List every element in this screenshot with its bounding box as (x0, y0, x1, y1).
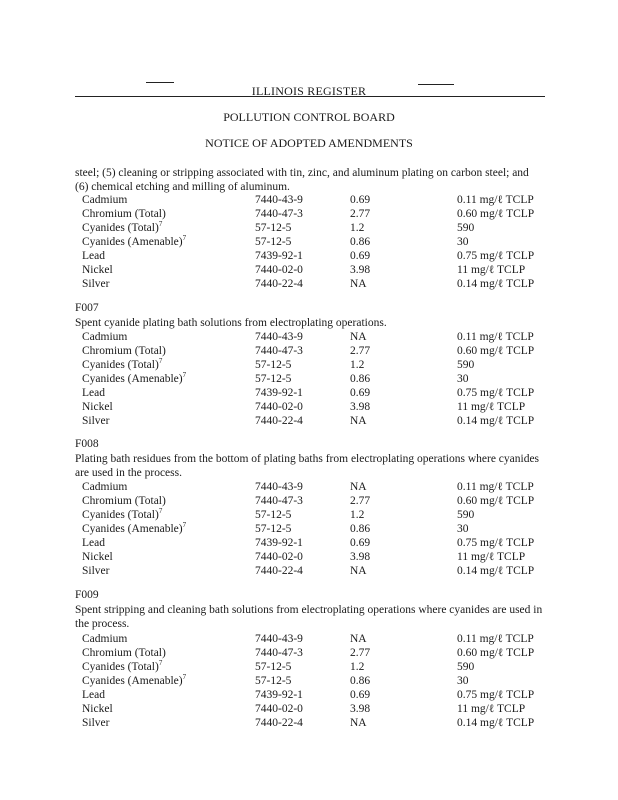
constituent-cell (75, 564, 255, 578)
constituent-cell-text: Cyanides (Amenable) (82, 236, 183, 248)
cas-number-cell-text: 7440-47-3 (255, 495, 303, 507)
concentration-cell (350, 330, 457, 344)
standard-cell (457, 358, 545, 372)
table-row (75, 235, 545, 249)
concentration-cell (350, 508, 457, 522)
cas-number-cell-text: 7440-22-4 (255, 415, 303, 427)
waste-code-heading: F008 (75, 438, 99, 450)
standard-cell (457, 386, 545, 400)
table-row (75, 688, 545, 702)
concentration-cell-text: 2.77 (350, 345, 371, 357)
constituent-cell (75, 235, 255, 249)
constituent-cell (75, 702, 255, 716)
footnote-marker: 7 (158, 220, 163, 229)
table-row (75, 221, 545, 235)
standard-cell (457, 207, 545, 221)
cas-number-cell-text: 57-12-5 (255, 236, 292, 248)
cas-number-cell-text: 57-12-5 (255, 373, 292, 385)
standard-cell (457, 235, 545, 249)
waste-description: Plating bath residues from the bottom of plating baths from electroplating operations where cyanides are used in the process. (75, 453, 540, 479)
standard-cell-text: 0.11 mg/ℓ TCLP (457, 633, 534, 645)
table-row (75, 716, 545, 730)
concentration-cell-text: NA (350, 481, 367, 493)
cas-number-cell-text: 57-12-5 (255, 509, 292, 521)
standard-cell-text: 0.14 mg/ℓ TCLP (457, 717, 535, 729)
constituent-cell-text: Nickel (82, 551, 113, 563)
cas-number-cell-text: 7440-43-9 (255, 331, 303, 343)
cas-number-cell (255, 674, 350, 688)
standard-cell (457, 249, 545, 263)
cas-number-cell-text: 57-12-5 (255, 359, 292, 371)
table-row (75, 249, 545, 263)
concentration-cell-text: 0.69 (350, 250, 371, 262)
standard-cell (457, 193, 545, 207)
table-row (75, 702, 545, 716)
cas-number-cell (255, 372, 350, 386)
concentration-cell (350, 660, 457, 674)
constituent-cell (75, 508, 255, 522)
register-title: ILLINOIS REGISTER (251, 84, 367, 98)
cas-number-cell-text: 7440-47-3 (255, 345, 303, 357)
table-row (75, 372, 545, 386)
concentration-cell-text: NA (350, 331, 367, 343)
concentration-cell-text: 0.69 (350, 387, 371, 399)
standard-cell (457, 688, 545, 702)
table-row (75, 522, 545, 536)
concentration-cell-text: 0.69 (350, 689, 371, 701)
constituent-cell (75, 494, 255, 508)
standard-cell (457, 550, 545, 564)
standard-cell (457, 400, 545, 414)
standard-cell (457, 632, 545, 646)
concentration-cell-text: NA (350, 717, 367, 729)
standard-cell (457, 330, 545, 344)
constituent-cell-text: Lead (82, 537, 105, 549)
cas-number-cell-text: 7440-22-4 (255, 278, 303, 290)
table-row (75, 632, 545, 646)
concentration-cell (350, 494, 457, 508)
table-row (75, 193, 545, 207)
standard-cell-text: 0.11 mg/ℓ TCLP (457, 331, 534, 343)
standard-cell (457, 494, 545, 508)
standard-cell-text: 30 (457, 675, 469, 687)
standard-cell-text: 0.75 mg/ℓ TCLP (457, 387, 535, 399)
cas-number-cell-text: 7440-02-0 (255, 264, 303, 276)
cas-number-cell (255, 716, 350, 730)
constituent-cell (75, 344, 255, 358)
constituent-cell (75, 330, 255, 344)
concentration-cell (350, 674, 457, 688)
table-row (75, 386, 545, 400)
constituent-cell-text: Cadmium (82, 481, 128, 493)
footnote-marker: 7 (158, 507, 163, 516)
cas-number-cell-text: 7440-22-4 (255, 717, 303, 729)
cas-number-cell-text: 7439-92-1 (255, 387, 303, 399)
waste-code-heading: F007 (75, 302, 99, 314)
concentration-cell (350, 277, 457, 291)
cas-number-cell (255, 414, 350, 428)
table-row (75, 564, 545, 578)
constituent-cell-text: Cyanides (Total) (82, 222, 159, 234)
standard-cell (457, 221, 545, 235)
constituent-cell (75, 522, 255, 536)
standard-cell-text: 0.60 mg/ℓ TCLP (457, 345, 535, 357)
cas-number-cell-text: 7440-43-9 (255, 633, 303, 645)
concentration-cell (350, 386, 457, 400)
concentration-cell (350, 522, 457, 536)
concentration-cell (350, 480, 457, 494)
constituent-cell (75, 277, 255, 291)
cas-number-cell-text: 7439-92-1 (255, 537, 303, 549)
cas-number-cell (255, 249, 350, 263)
standard-cell (457, 480, 545, 494)
cas-number-cell (255, 632, 350, 646)
cas-number-cell-text: 7440-47-3 (255, 647, 303, 659)
standard-cell (457, 536, 545, 550)
constituent-cell (75, 386, 255, 400)
concentration-cell-text: 1.2 (350, 359, 365, 371)
table-row (75, 646, 545, 660)
concentration-cell-text: 2.77 (350, 208, 371, 220)
concentration-cell (350, 207, 457, 221)
table-row (75, 277, 545, 291)
constituent-cell-text: Chromium (Total) (82, 495, 166, 507)
table-row (75, 414, 545, 428)
cas-number-cell (255, 358, 350, 372)
table-row (75, 400, 545, 414)
concentration-cell (350, 263, 457, 277)
cas-number-cell (255, 522, 350, 536)
cas-number-cell (255, 646, 350, 660)
footnote-marker: 7 (158, 659, 163, 668)
concentration-cell-text: NA (350, 565, 367, 577)
standard-cell-text: 0.60 mg/ℓ TCLP (457, 647, 535, 659)
constituent-cell-text: Chromium (Total) (82, 647, 166, 659)
concentration-cell-text: 1.2 (350, 661, 365, 673)
cas-number-cell-text: 7440-43-9 (255, 194, 303, 206)
concentration-cell (350, 249, 457, 263)
cas-number-cell-text: 57-12-5 (255, 222, 292, 234)
cas-number-cell-text: 7440-47-3 (255, 208, 303, 220)
footnote-marker: 7 (182, 234, 187, 243)
header-rule (75, 96, 545, 97)
cas-number-cell (255, 330, 350, 344)
standard-cell-text: 0.14 mg/ℓ TCLP (457, 415, 535, 427)
board-title: POLLUTION CONTROL BOARD (223, 110, 395, 124)
constituent-cell (75, 716, 255, 730)
standard-cell-text: 11 mg/ℓ TCLP (457, 264, 526, 276)
constituent-cell (75, 263, 255, 277)
concentration-cell (350, 193, 457, 207)
constituent-cell (75, 193, 255, 207)
cas-number-cell (255, 660, 350, 674)
concentration-cell (350, 235, 457, 249)
cas-number-cell-text: 57-12-5 (255, 661, 292, 673)
concentration-cell-text: NA (350, 278, 367, 290)
concentration-cell (350, 414, 457, 428)
table-row (75, 494, 545, 508)
waste-table-f008 (75, 480, 545, 578)
table-row (75, 480, 545, 494)
table-row (75, 674, 545, 688)
standard-cell (457, 564, 545, 578)
concentration-cell (350, 646, 457, 660)
cas-number-cell (255, 564, 350, 578)
table-row (75, 263, 545, 277)
standard-cell (457, 263, 545, 277)
constituent-cell-text: Silver (82, 278, 110, 290)
constituent-cell-text: Cadmium (82, 194, 128, 206)
footnote-marker: 7 (158, 357, 163, 366)
constituent-cell-text: Lead (82, 387, 105, 399)
concentration-cell-text: 3.98 (350, 703, 371, 715)
constituent-cell (75, 660, 255, 674)
waste-table-f007 (75, 330, 545, 428)
standard-cell-text: 11 mg/ℓ TCLP (457, 703, 526, 715)
standard-cell (457, 344, 545, 358)
constituent-cell-text: Silver (82, 415, 110, 427)
concentration-cell-text: 0.69 (350, 194, 371, 206)
footnote-marker: 7 (182, 673, 187, 682)
cas-number-cell (255, 550, 350, 564)
standard-cell-text: 590 (457, 661, 475, 673)
standard-cell-text: 11 mg/ℓ TCLP (457, 401, 526, 413)
cas-number-cell (255, 688, 350, 702)
concentration-cell (350, 702, 457, 716)
cas-number-cell-text: 7440-22-4 (255, 565, 303, 577)
standard-cell-text: 0.14 mg/ℓ TCLP (457, 565, 535, 577)
concentration-cell-text: 3.98 (350, 264, 371, 276)
waste-table-f009 (75, 632, 545, 730)
constituent-cell-text: Cyanides (Amenable) (82, 523, 183, 535)
cas-number-cell-text: 7439-92-1 (255, 250, 303, 262)
cas-number-cell-text: 7439-92-1 (255, 689, 303, 701)
table-row (75, 344, 545, 358)
cas-number-cell (255, 386, 350, 400)
cas-number-cell (255, 494, 350, 508)
waste-code-heading: F009 (75, 589, 99, 601)
concentration-cell (350, 358, 457, 372)
concentration-cell-text: NA (350, 415, 367, 427)
standard-cell-text: 30 (457, 236, 469, 248)
concentration-cell-text: 0.86 (350, 523, 371, 535)
table-row (75, 330, 545, 344)
concentration-cell (350, 632, 457, 646)
cas-number-cell-text: 7440-02-0 (255, 703, 303, 715)
concentration-cell (350, 536, 457, 550)
notice-title: NOTICE OF ADOPTED AMENDMENTS (205, 136, 413, 150)
standard-cell-text: 30 (457, 373, 469, 385)
cas-number-cell (255, 536, 350, 550)
constituent-cell (75, 480, 255, 494)
constituent-cell (75, 674, 255, 688)
cas-number-cell (255, 263, 350, 277)
concentration-cell-text: 2.77 (350, 647, 371, 659)
cas-number-cell (255, 235, 350, 249)
standard-cell-text: 0.11 mg/ℓ TCLP (457, 481, 534, 493)
constituent-cell-text: Silver (82, 717, 110, 729)
constituent-cell-text: Cyanides (Total) (82, 661, 159, 673)
constituent-cell (75, 249, 255, 263)
cas-number-cell (255, 193, 350, 207)
footnote-marker: 7 (182, 371, 187, 380)
concentration-cell-text: NA (350, 633, 367, 645)
cas-number-cell-text: 7440-02-0 (255, 551, 303, 563)
constituent-cell-text: Cadmium (82, 633, 128, 645)
constituent-cell-text: Lead (82, 689, 105, 701)
constituent-cell-text: Chromium (Total) (82, 208, 166, 220)
cas-number-cell (255, 344, 350, 358)
constituent-cell-text: Cyanides (Amenable) (82, 675, 183, 687)
header-mark-left (146, 82, 174, 83)
constituent-cell-text: Lead (82, 250, 105, 262)
standard-cell-text: 0.75 mg/ℓ TCLP (457, 689, 535, 701)
standard-cell-text: 0.14 mg/ℓ TCLP (457, 278, 535, 290)
standard-cell-text: 590 (457, 509, 475, 521)
constituent-cell (75, 358, 255, 372)
table-row (75, 358, 545, 372)
standard-cell (457, 372, 545, 386)
standard-cell (457, 674, 545, 688)
constituent-cell-text: Chromium (Total) (82, 345, 166, 357)
constituent-cell-text: Silver (82, 565, 110, 577)
cas-number-cell (255, 277, 350, 291)
standard-cell (457, 716, 545, 730)
concentration-cell (350, 688, 457, 702)
concentration-cell-text: 1.2 (350, 222, 365, 234)
standard-cell (457, 414, 545, 428)
waste-description: Spent stripping and cleaning bath solutions from electroplating operations where cyanides are used in the process. (75, 604, 543, 630)
constituent-cell (75, 207, 255, 221)
concentration-cell (350, 716, 457, 730)
table-row (75, 207, 545, 221)
constituent-cell-text: Cyanides (Amenable) (82, 373, 183, 385)
constituent-cell (75, 688, 255, 702)
standard-cell (457, 522, 545, 536)
cas-number-cell (255, 702, 350, 716)
standard-cell-text: 0.75 mg/ℓ TCLP (457, 250, 535, 262)
standard-cell-text: 0.75 mg/ℓ TCLP (457, 537, 535, 549)
standard-cell-text: 590 (457, 359, 475, 371)
concentration-cell (350, 344, 457, 358)
constituent-cell (75, 372, 255, 386)
constituent-cell (75, 646, 255, 660)
concentration-cell-text: 0.86 (350, 373, 371, 385)
standard-cell-text: 0.11 mg/ℓ TCLP (457, 194, 534, 206)
standard-cell-text: 0.60 mg/ℓ TCLP (457, 208, 535, 220)
continuation-table (75, 193, 545, 291)
cas-number-cell (255, 480, 350, 494)
standard-cell-text: 30 (457, 523, 469, 535)
constituent-cell-text: Cyanides (Total) (82, 509, 159, 521)
concentration-cell (350, 564, 457, 578)
concentration-cell (350, 372, 457, 386)
concentration-cell (350, 221, 457, 235)
table-row (75, 508, 545, 522)
constituent-cell (75, 400, 255, 414)
cas-number-cell-text: 7440-02-0 (255, 401, 303, 413)
standard-cell (457, 508, 545, 522)
cas-number-cell (255, 221, 350, 235)
table-row (75, 536, 545, 550)
concentration-cell (350, 400, 457, 414)
cas-number-cell (255, 207, 350, 221)
constituent-cell (75, 536, 255, 550)
concentration-cell (350, 550, 457, 564)
footnote-marker: 7 (182, 521, 187, 530)
cas-number-cell-text: 57-12-5 (255, 523, 292, 535)
continuation-text: steel; (5) cleaning or stripping associated with tin, zinc, and aluminum plating on carbon steel; and (6) chemical etching and milling of aluminum. (75, 167, 529, 193)
concentration-cell-text: 2.77 (350, 495, 371, 507)
concentration-cell-text: 3.98 (350, 401, 371, 413)
cas-number-cell-text: 57-12-5 (255, 675, 292, 687)
concentration-cell-text: 0.86 (350, 675, 371, 687)
cas-number-cell (255, 508, 350, 522)
standard-cell-text: 11 mg/ℓ TCLP (457, 551, 526, 563)
constituent-cell-text: Nickel (82, 401, 113, 413)
standard-cell (457, 646, 545, 660)
standard-cell (457, 702, 545, 716)
constituent-cell-text: Cadmium (82, 331, 128, 343)
constituent-cell-text: Cyanides (Total) (82, 359, 159, 371)
concentration-cell-text: 1.2 (350, 509, 365, 521)
constituent-cell (75, 414, 255, 428)
constituent-cell (75, 632, 255, 646)
standard-cell (457, 277, 545, 291)
cas-number-cell (255, 400, 350, 414)
constituent-cell (75, 550, 255, 564)
constituent-cell (75, 221, 255, 235)
table-row (75, 550, 545, 564)
cas-number-cell-text: 7440-43-9 (255, 481, 303, 493)
standard-cell-text: 0.60 mg/ℓ TCLP (457, 495, 535, 507)
concentration-cell-text: 0.69 (350, 537, 371, 549)
concentration-cell-text: 0.86 (350, 236, 371, 248)
waste-description: Spent cyanide plating bath solutions from electroplating operations. (75, 317, 387, 329)
constituent-cell-text: Nickel (82, 264, 113, 276)
constituent-cell-text: Nickel (82, 703, 113, 715)
table-row (75, 660, 545, 674)
standard-cell (457, 660, 545, 674)
standard-cell-text: 590 (457, 222, 475, 234)
concentration-cell-text: 3.98 (350, 551, 371, 563)
